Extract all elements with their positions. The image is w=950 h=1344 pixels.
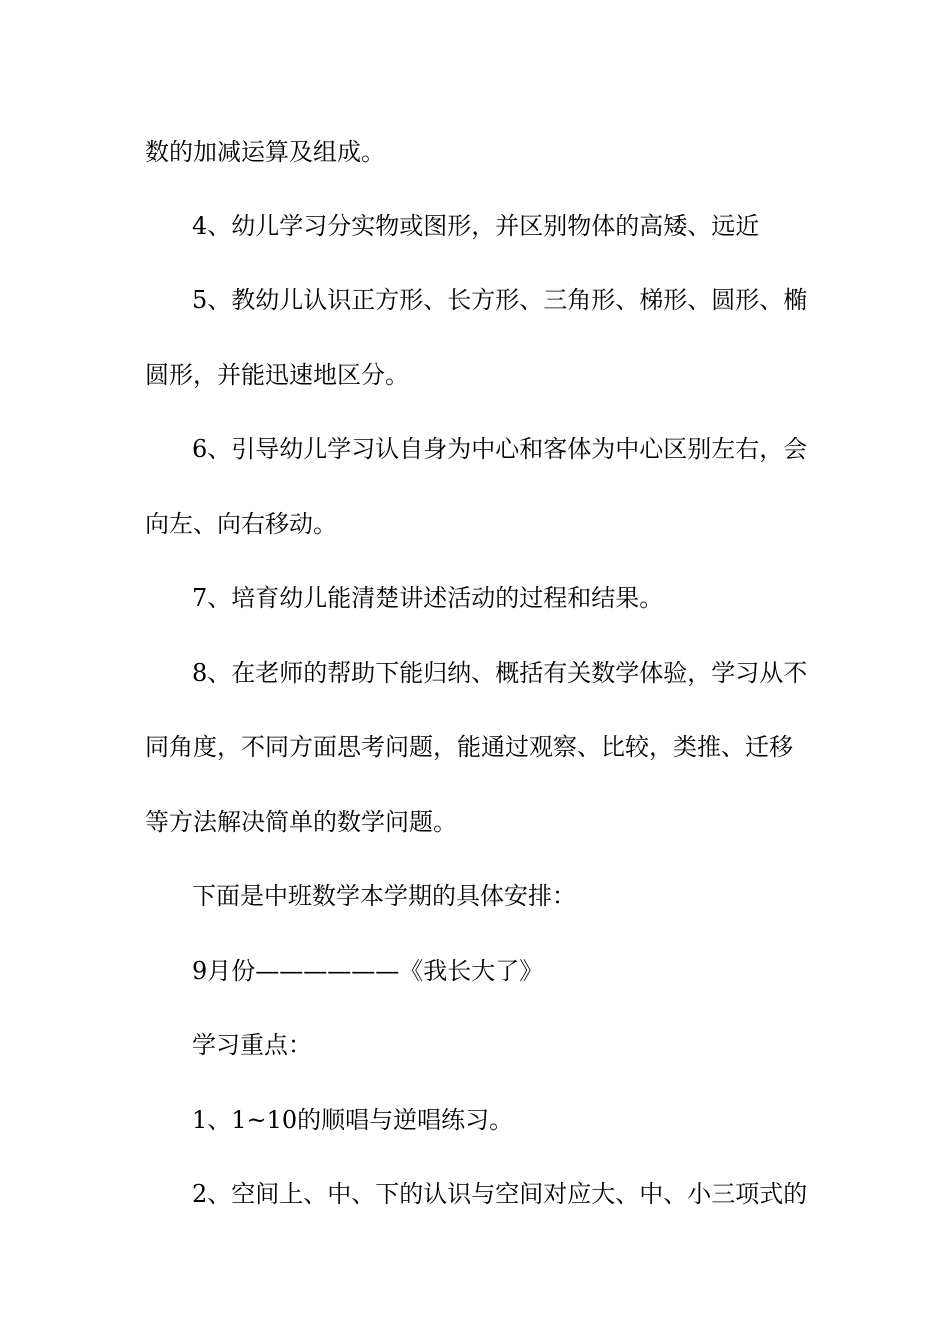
text-line: 数的加减运算及组成。: [145, 138, 385, 166]
text-line: 6、引导幼儿学习认自身为中心和客体为中心区别左右，会: [192, 435, 808, 463]
text-line: 5、教幼儿认识正方形、长方形、三角形、梯形、圆形、椭: [192, 286, 808, 314]
text-line: 等方法解决简单的数学问题。: [145, 808, 457, 836]
text-line: 学习重点：: [192, 1031, 312, 1059]
text-line: 8、在老师的帮助下能归纳、概括有关数学体验，学习从不: [192, 659, 808, 687]
text-line: 7、培育幼儿能清楚讲述活动的过程和结果。: [192, 584, 664, 612]
text-line: 2、空间上、中、下的认识与空间对应大、中、小三项式的: [192, 1180, 808, 1208]
text-line: 向左、向右移动。: [145, 510, 337, 538]
text-line: 同角度，不同方面思考问题，能通过观察、比较，类推、迁移: [145, 733, 793, 761]
text-line: 下面是中班数学本学期的具体安排：: [192, 882, 576, 910]
text-line: 1、1~10的顺唱与逆唱练习。: [192, 1106, 514, 1134]
text-line: 圆形，并能迅速地区分。: [145, 361, 409, 389]
text-line: 9月份——————《我长大了》: [192, 957, 544, 985]
text-line: 4、幼儿学习分实物或图形，并区别物体的高矮、远近: [192, 212, 760, 240]
